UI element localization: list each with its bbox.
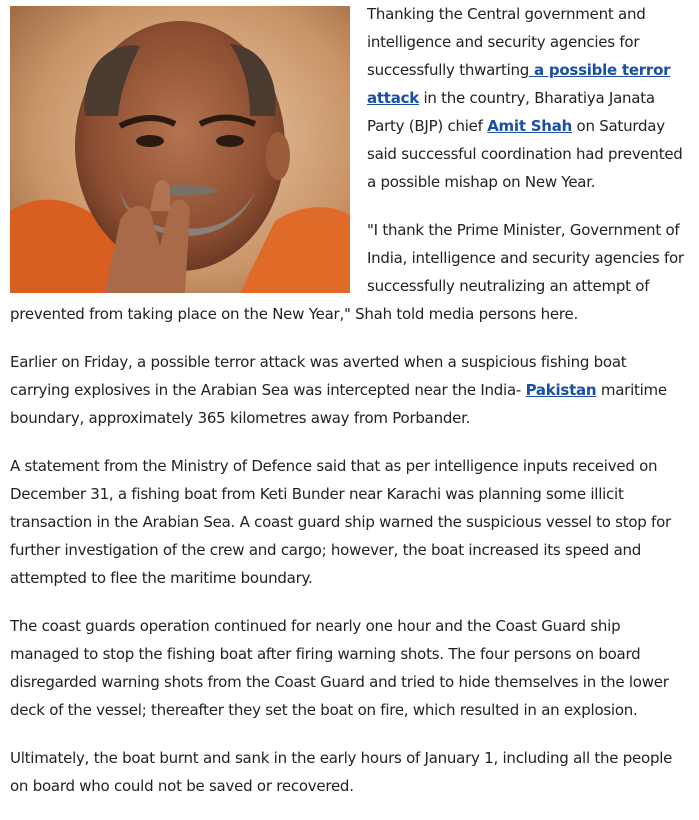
p1-text-2: in the country, Bharatiya Janata Party (BJP) chief — [367, 89, 655, 135]
p1-text-1: Thanking the Central government and intelligence and security agencies for successfully thwarting — [367, 5, 646, 79]
portrait-image — [10, 6, 350, 293]
pakistan-link[interactable]: Pakistan — [525, 381, 597, 399]
article-photo — [10, 6, 350, 293]
article-paragraph-4: A statement from the Ministry of Defence said that as per intelligence inputs received on December 31, a fishing boat from Keti Bunder near Karachi was planning some illicit transaction in the Arabian Sea. A coast guard ship warned the suspicious vessel to stop for further investigation of the crew and cargo; however, the boat increased its speed and attempted to flee the maritime boundary. — [10, 457, 671, 587]
article-paragraph-6: Ultimately, the boat burnt and sank in the early hours of January 1, including all the people on board who could not be saved or recovered. — [10, 749, 673, 795]
amit-shah-link[interactable]: Amit Shah — [487, 117, 572, 135]
p3-text-2: maritime boundary, approximately 365 kilometres away from Porbander. — [10, 381, 667, 427]
terror-attack-link[interactable]: a possible terror attack — [367, 61, 671, 107]
article-paragraph-3 — [10, 348, 690, 432]
article-paragraph-2: "I thank the Prime Minister, Government of India, intelligence and security agencies for successfully neutralizing an attempt of prevented from taking place on the New Year," Shah told media persons here. — [10, 221, 684, 323]
article-paragraph-5: The coast guards operation continued for nearly one hour and the Coast Guard ship managed to stop the fishing boat after firing warning shots. The four persons on board disregarded warning shots from the Coast Guard and tried to hide themselves in the lower deck of the vessel; thereafter they set the boat on fire, which resulted in an explosion. — [10, 617, 669, 719]
p3-text-1: Earlier on Friday, a possible terror attack was averted when a suspicious fishing boat carrying explosives in the Arabian Sea was intercepted near the India- — [10, 353, 627, 399]
article-body — [10, 0, 690, 820]
p1-text-3: on Saturday said successful coordination had prevented a possible mishap on New Year. — [367, 117, 683, 191]
